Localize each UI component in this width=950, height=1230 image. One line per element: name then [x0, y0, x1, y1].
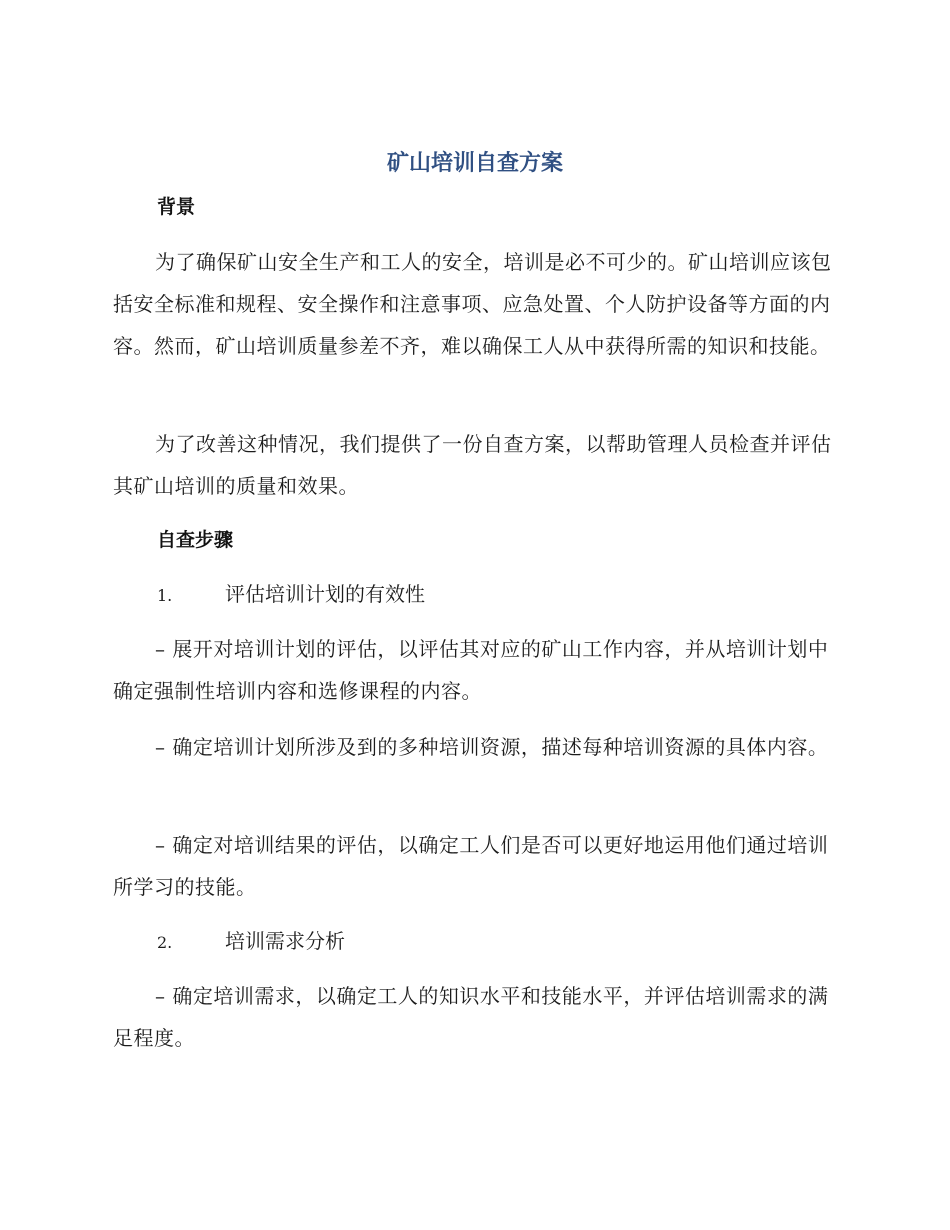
step-1-bullet-3: – 确定对培训结果的评估，以确定工人们是否可以更好地运用他们通过培训所学习的技能。: [113, 833, 829, 899]
step-number: 2.: [157, 933, 173, 952]
document-title: 矿山培训自查方案: [386, 151, 563, 176]
step-item-2: [157, 926, 345, 958]
background-paragraph-2: 为了改善这种情况，我们提供了一份自查方案，以帮助管理人员检查并评估其矿山培训的质量和效果。: [113, 432, 832, 498]
step-item-1: [157, 579, 425, 611]
step-1-bullet-2: – 确定培训计划所涉及到的多种培训资源，描述每种培训资源的具体内容。: [155, 735, 829, 759]
step-number: 1.: [157, 586, 173, 605]
background-paragraph-1: 为了确保矿山安全生产和工人的安全，培训是必不可少的。矿山培训应该包括安全标准和规程、安全操作和注意事项、应急处置、个人防护设备等方面的内容。然而，矿山培训质量参差不齐，难以确保工人从中获得所需的知识和技能。: [113, 250, 832, 358]
step-1-bullet-1: – 展开对培训计划的评估，以评估其对应的矿山工作内容，并从培训计划中确定强制性培训内容和选修课程的内容。: [113, 637, 829, 703]
step-label: 培训需求分析: [225, 929, 345, 953]
section-heading-background: 背景: [157, 196, 196, 218]
step-label: 评估培训计划的有效性: [225, 582, 425, 606]
section-heading-steps: 自查步骤: [157, 529, 234, 551]
step-2-bullet-1: – 确定培训需求，以确定工人的知识水平和技能水平，并评估培训需求的满足程度。: [113, 984, 829, 1050]
